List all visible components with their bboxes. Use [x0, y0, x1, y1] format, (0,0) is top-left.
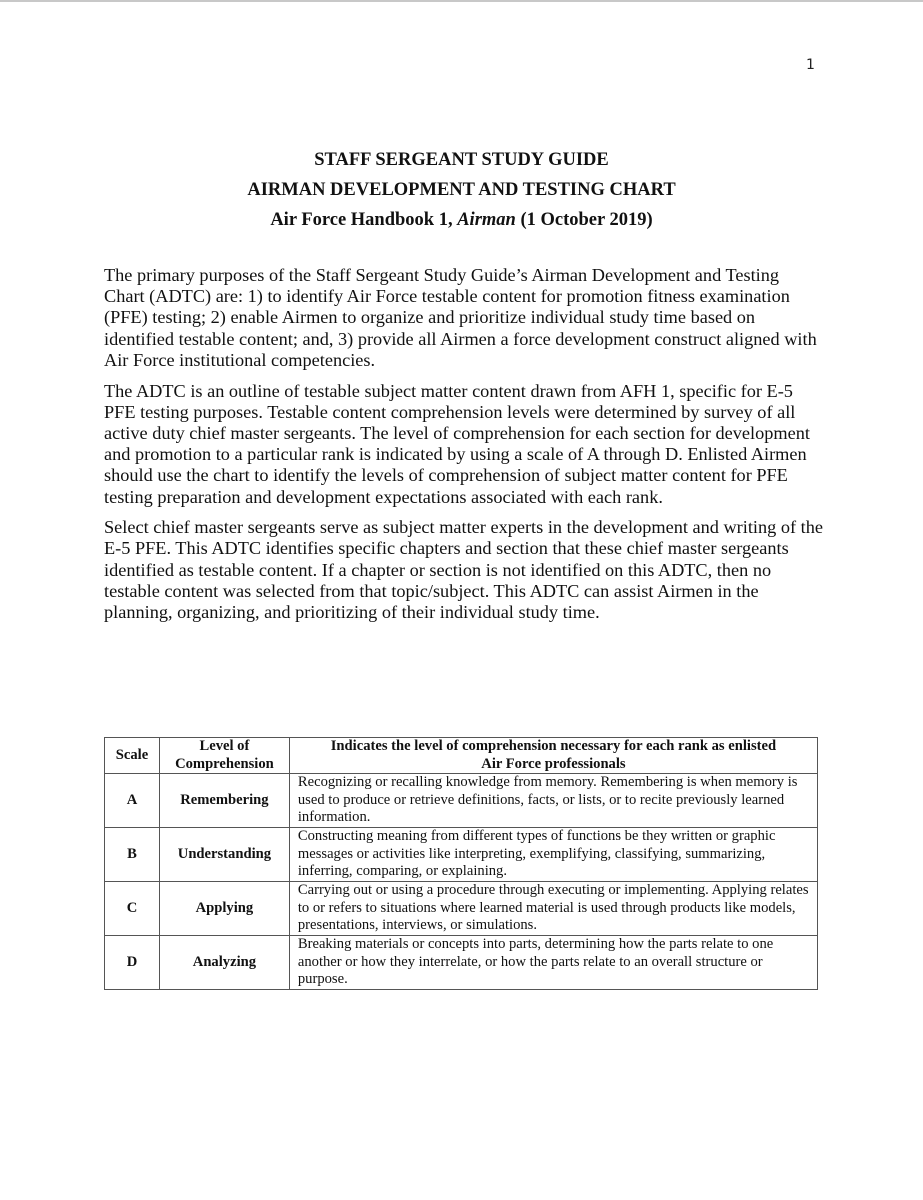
title-line-3 [0, 205, 923, 235]
title-line-2: AIRMAN DEVELOPMENT AND TESTING CHART [247, 180, 676, 200]
header-level-line-2: Comprehension [175, 755, 274, 772]
description-cell: Breaking materials or concepts into parts, determining how the parts relate to one another or how they interrelate, or how the parts relate to an overall structure or purpose. [289, 936, 817, 990]
description-cell: Recognizing or recalling knowledge from memory. Remembering is when memory is used to produce or retrieve definitions, facts, or lists, or to recite previously learned information. [289, 774, 817, 828]
table-row [105, 936, 818, 990]
paragraph-adtc-outline: The ADTC is an outline of testable subject matter content drawn from AFH 1, specific for E-5 PFE testing purposes. Testable content comprehension levels were determined by survey of all active duty chief master sergeants. The level of comprehension for each section for development and promotion to a particular rank is indicated by using a scale of A through D. Enlisted Airmen should use the chart to identify the levels of comprehension of subject matter content for PFE testing preparation and development expectations associated with each rank. [104, 380, 810, 507]
body-text [104, 265, 824, 633]
page-number: 1 [806, 57, 815, 73]
header-level-line-1: Level of [199, 738, 250, 754]
description-cell: Carrying out or using a procedure through executing or implementing. Applying relates to or refers to situations where learned material is used through products like models, presentations, interviews, or simulations. [289, 882, 817, 936]
header-description-line-2: Air Force professionals [481, 755, 626, 772]
comprehension-scale-table [104, 737, 818, 990]
level-cell: Remembering [159, 774, 289, 828]
level-cell: Understanding [159, 828, 289, 882]
paragraph-subject-matter-experts: Select chief master sergeants serve as subject matter experts in the development and writing of the E-5 PFE. This ADTC identifies specific chapters and section that these chief master sergeants identified as testable content. If a chapter or section is not identified on this ADTC, then no testable content was selected from that topic/subject. This ADTC can assist Airmen in the planning, organizing, and prioritizing of their individual study time. [104, 517, 823, 623]
level-cell: Applying [159, 882, 289, 936]
header-description-line-1: Indicates the level of comprehension necessary for each rank as enlisted [330, 738, 777, 754]
table-row [105, 882, 818, 936]
title-line-3-italic: Airman [457, 210, 516, 230]
description-cell: Constructing meaning from different types of functions be they written or graphic messages or activities like interpreting, exemplifying, classifying, summarizing, inferring, comparing, or explaining. [289, 828, 817, 882]
level-cell: Analyzing [159, 936, 289, 990]
title-line-3-prefix: Air Force Handbook 1, [270, 210, 458, 230]
scale-cell: B [105, 828, 160, 882]
document-title [0, 145, 923, 235]
title-line-1: STAFF SERGEANT STUDY GUIDE [314, 150, 609, 170]
header-level-of-comprehension [159, 738, 289, 774]
header-description [289, 738, 817, 774]
table-row [105, 774, 818, 828]
paragraph-purposes: The primary purposes of the Staff Sergeant Study Guide’s Airman Development and Testing Chart (ADTC) are: 1) to identify Air Force testable content for promotion fitness examination (PFE) testing; 2) enable Airmen to organize and prioritize individual study time based on identified testable content; and, 3) provide all Airmen a force development construct aligned with Air Force institutional competencies. [104, 265, 817, 370]
table-row [105, 828, 818, 882]
title-line-3-suffix: (1 October 2019) [515, 210, 653, 230]
header-scale: Scale [105, 738, 160, 774]
scale-cell: A [105, 774, 160, 828]
scale-cell: C [105, 882, 160, 936]
scale-cell: D [105, 936, 160, 990]
page-top-border [0, 0, 923, 2]
table-header-row [105, 738, 818, 774]
